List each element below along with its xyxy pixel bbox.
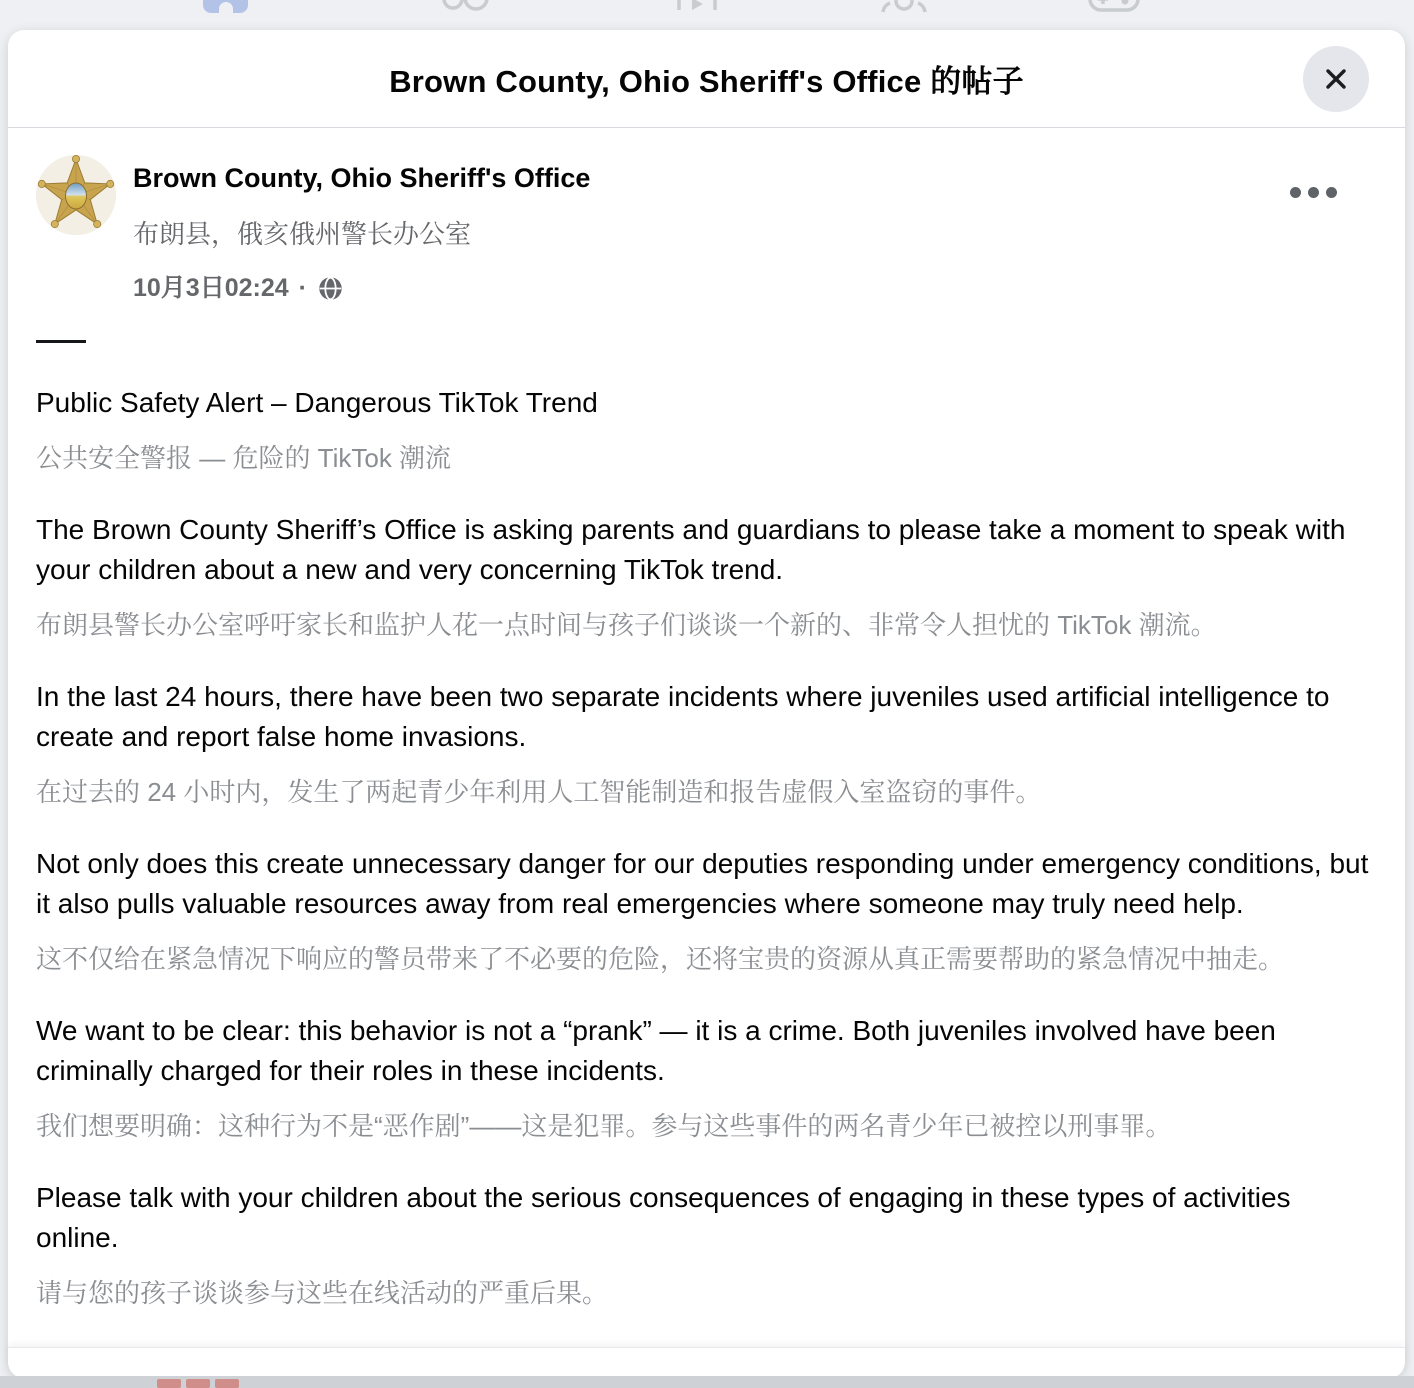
author-row (36, 128, 1377, 303)
post-paragraph (36, 677, 1377, 810)
post-paragraph (36, 383, 1377, 476)
ellipsis-dot (1326, 187, 1337, 198)
close-button[interactable] (1303, 46, 1369, 112)
post-paragraph (36, 844, 1377, 977)
post-paragraph (36, 510, 1377, 643)
paragraph-english: In the last 24 hours, there have been two separate incidents where juveniles used artificial intelligence to create and report false home invasions. (36, 681, 1330, 752)
meta-separator: · (298, 274, 307, 302)
paragraph-chinese-translation: 在过去的 24 小时内，发生了两起青少年利用人工智能制造和报告虚假入室盗窃的事件。 (36, 777, 1042, 807)
avatar[interactable] (36, 155, 116, 235)
comment-composer-cutoff[interactable] (8, 1347, 1405, 1378)
author-name[interactable]: Brown County, Ohio Sheriff's Office (133, 163, 591, 193)
home-tab-icon[interactable] (203, 0, 248, 13)
home-door-notch (219, 2, 233, 13)
ellipsis-dot (1308, 187, 1319, 198)
post-content-area (8, 128, 1405, 1347)
dialog-title: Brown County, Ohio Sheriff's Office 的帖子 (389, 64, 1024, 99)
sheriff-star-badge-icon (36, 155, 116, 235)
background-top-nav (0, 0, 1414, 30)
background-bottom-strip (0, 1376, 1414, 1388)
paragraph-chinese-translation: 请与您的孩子谈谈参与这些在线活动的严重后果。 (36, 1278, 609, 1308)
post-divider-line (36, 340, 86, 343)
more-options-button[interactable] (1283, 164, 1343, 220)
friends-tab-icon[interactable] (440, 0, 490, 14)
close-icon (1321, 64, 1351, 94)
paragraph-english: The Brown County Sheriff’s Office is asking parents and guardians to please take a moment to speak with your children about a new and very concerning TikTok trend. (36, 514, 1346, 585)
globe-public-icon (317, 275, 344, 302)
paragraph-english: Not only does this create unnecessary danger for our deputies responding under emergency conditions, but it also pulls valuable resources away from real emergencies where someone may truly need help. (36, 848, 1369, 919)
watch-tab-icon[interactable] (675, 0, 721, 14)
post-dialog (8, 30, 1405, 1378)
gaming-tab-icon[interactable] (1088, 0, 1142, 14)
post-meta (133, 273, 590, 303)
timestamp[interactable]: 10月3日02:24 (133, 274, 289, 302)
background-red-fragment (186, 1379, 210, 1388)
post-paragraph (36, 1011, 1377, 1144)
paragraph-chinese-translation: 公共安全警报 — 危险的 TikTok 潮流 (36, 443, 452, 473)
background-red-fragment (157, 1379, 181, 1388)
post-body (36, 383, 1377, 1311)
paragraph-chinese-translation: 这不仅给在紧急情况下响应的警员带来了不必要的危险，还将宝贵的资源从真正需要帮助的紧急情况中抽走。 (36, 944, 1285, 974)
author-info (133, 155, 590, 303)
ellipsis-dot (1290, 187, 1301, 198)
author-name-translation: 布朗县，俄亥俄州警长办公室 (133, 219, 472, 249)
background-red-fragment (215, 1379, 239, 1388)
groups-tab-icon[interactable] (878, 0, 930, 14)
paragraph-chinese-translation: 布朗县警长办公室呼吁家长和监护人花一点时间与孩子们谈谈一个新的、非常令人担忧的 TikTok 潮流。 (36, 610, 1217, 640)
paragraph-english: Please talk with your children about the serious consequences of engaging in these types of activities online. (36, 1182, 1291, 1253)
paragraph-english: We want to be clear: this behavior is not a “prank” — it is a crime. Both juveniles involved have been criminally charged for their roles in these incidents. (36, 1015, 1276, 1086)
paragraph-chinese-translation: 我们想要明确：这种行为不是“恶作剧”——这是犯罪。参与这些事件的两名青少年已被控以刑事罪。 (36, 1111, 1172, 1141)
dialog-header (8, 30, 1405, 128)
post-paragraph (36, 1178, 1377, 1311)
paragraph-english: Public Safety Alert – Dangerous TikTok Trend (36, 387, 598, 418)
